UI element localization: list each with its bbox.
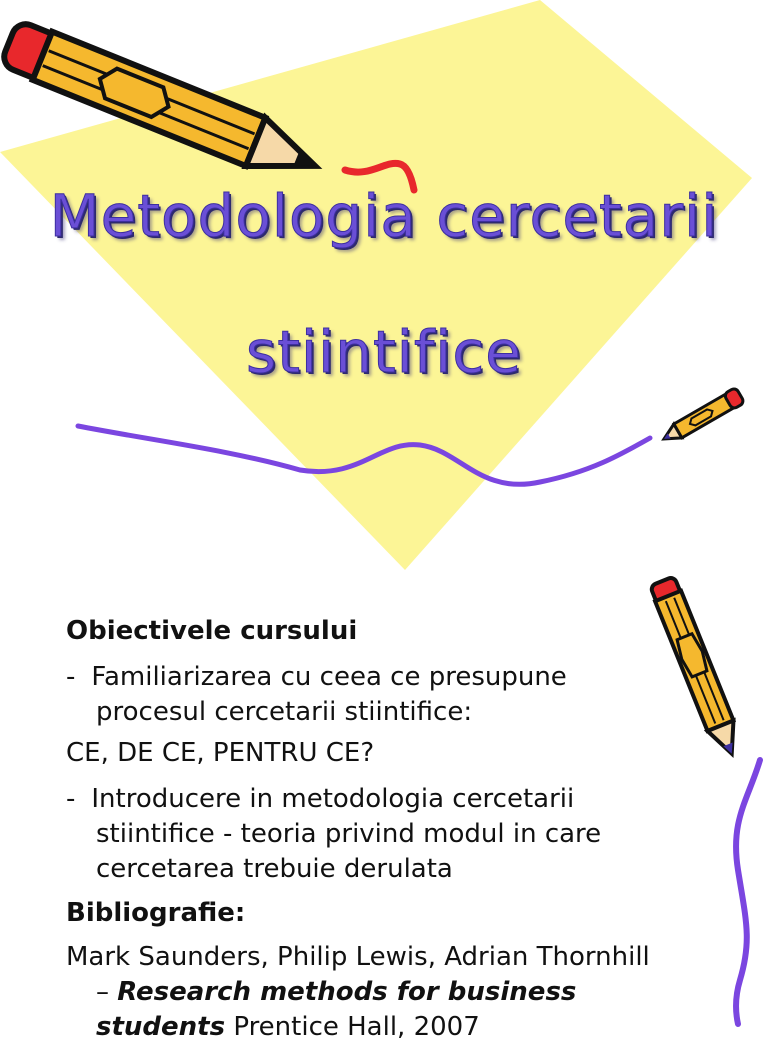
dash-marker: - [66, 784, 76, 814]
small-pencil-icon [660, 387, 745, 447]
slide-title-line-1: Metodologia cercetarii [49, 182, 719, 250]
slide-title-line-2: stiintifice [246, 318, 522, 386]
reference-title: Research methods for business students [96, 977, 577, 1042]
dash-marker: - [66, 662, 76, 692]
reference-publisher: Prentice Hall, 2007 [225, 1012, 480, 1042]
objective-item-1 [66, 660, 666, 730]
objectives-heading: Obiectivele cursului [66, 616, 358, 646]
objective-1-text: Familiarizarea cu ceea ce presupune procesul cercetarii stiintifice: [91, 662, 567, 727]
bibliography-heading: Bibliografie: [66, 898, 246, 928]
reference-authors: Mark Saunders, Philip Lewis, Adrian Thornhill – [66, 942, 650, 1007]
question-line: CE, DE CE, PENTRU CE? [66, 738, 375, 768]
purple-vertical-wave [736, 760, 760, 1024]
bibliography-reference [66, 940, 666, 1045]
content-slide [0, 580, 768, 1042]
objective-item-2 [66, 782, 666, 887]
objective-2-text: Introducere in metodologia cercetarii stiintifice - teoria privind modul in care cercetarea trebuie derulata [91, 784, 602, 884]
